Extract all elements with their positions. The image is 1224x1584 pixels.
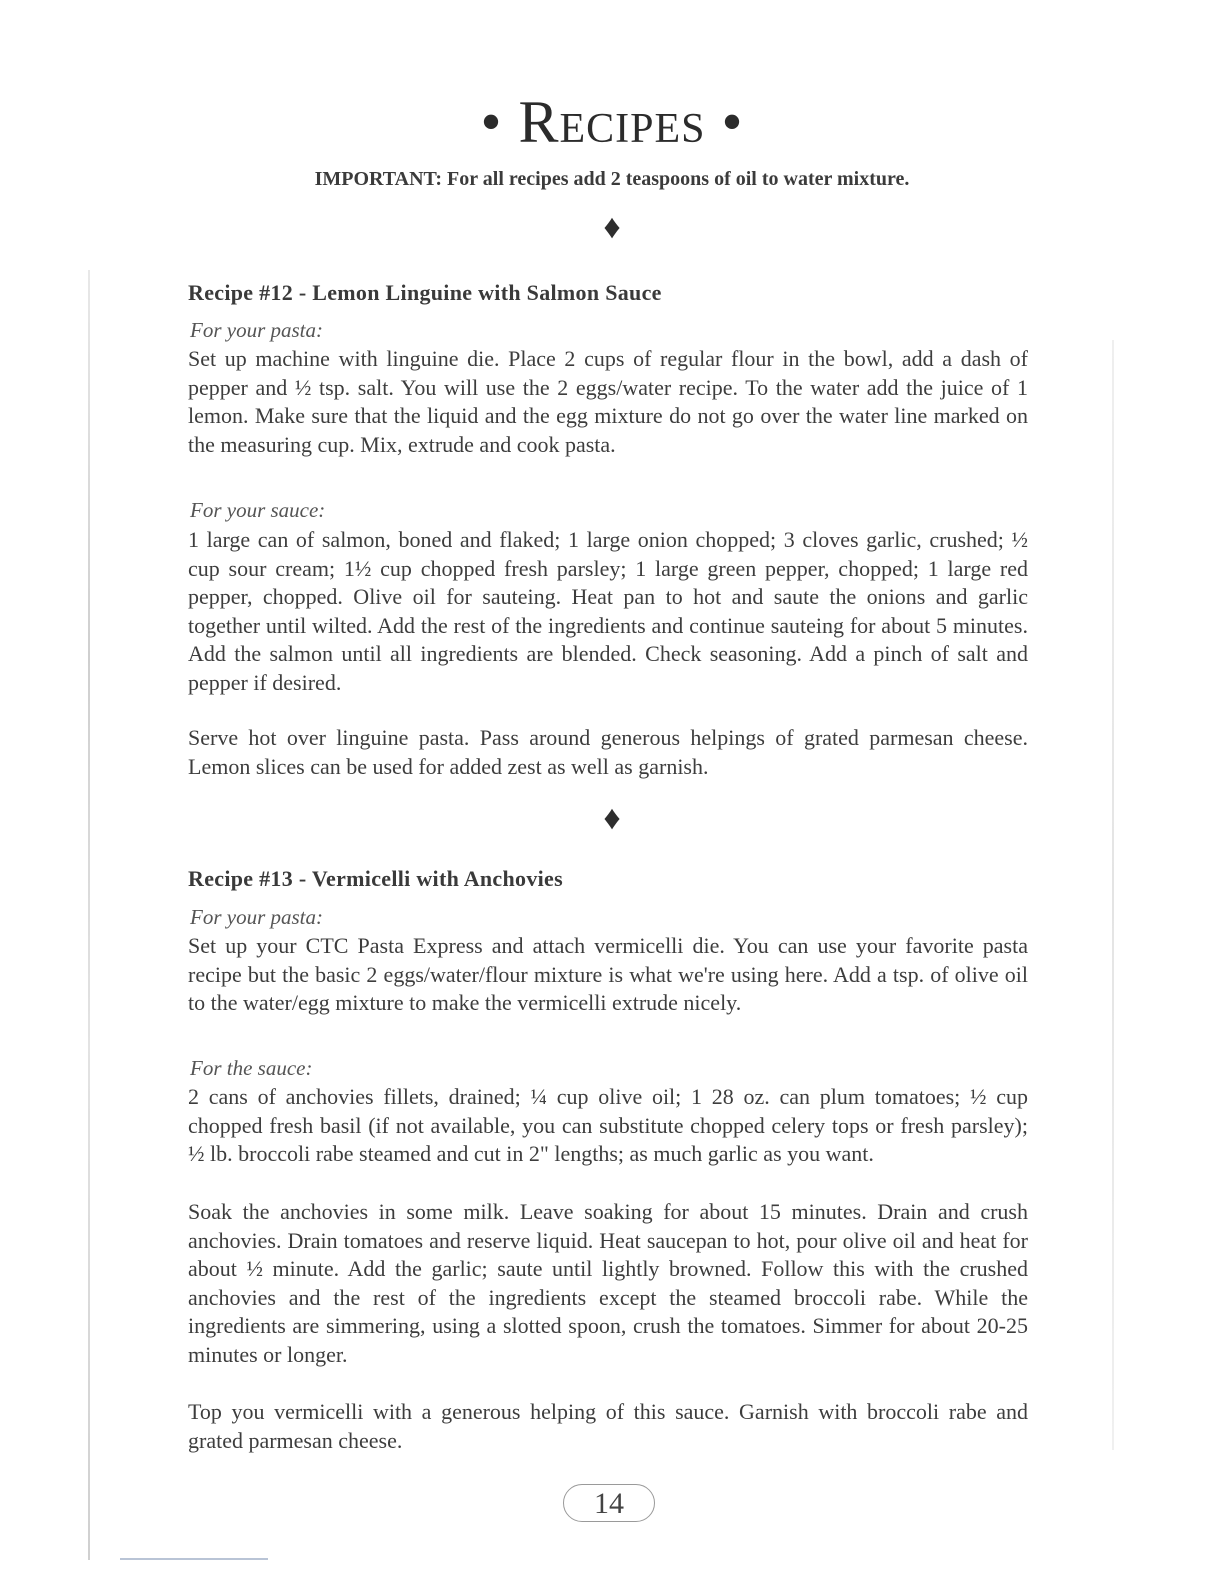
important-note: [0, 168, 1224, 191]
scan-edge-bottom: [120, 1558, 268, 1560]
recipe-12-pasta-label: For your pasta:: [190, 318, 323, 342]
recipe-12-title: Recipe #12 - Lemon Linguine with Salmon Sauce: [188, 280, 662, 305]
important-label: IMPORTANT:: [314, 168, 443, 190]
recipe-12-sauce-label: For your sauce:: [190, 498, 326, 522]
recipe-13-sauce-text: 2 cans of anchovies fillets, drained; ¼ cup olive oil; 1 28 oz. can plum tomatoes; ½ cup chopped fresh basil (if not available, you can substitute chopped celery tops or fresh parsley); ½ lb. broccoli rabe steamed and cut in 2" lengths; as much garlic as you want.: [188, 1084, 1028, 1167]
recipe-13-pasta-text: Set up your CTC Pasta Express and attach vermicelli die. You can use your favorite pasta recipe but the basic 2 eggs/water/flour mixture is what we're using here. Add a tsp. of olive oil to the water/egg mixture to make the vermicelli extrude nicely.: [188, 933, 1028, 1016]
diamond-separator-icon: ♦: [603, 800, 621, 837]
scan-edge-right: [1112, 340, 1114, 1450]
recipe-12-serve-text: Serve hot over linguine pasta. Pass around generous helpings of grated parmesan cheese. Lemon slices can be used for added zest as well as garnish.: [188, 725, 1028, 779]
recipe-13-sauce-label: For the sauce:: [190, 1056, 313, 1080]
recipe-13-method-text: Soak the anchovies in some milk. Leave soaking for about 15 minutes. Drain and crush anchovies. Drain tomatoes and reserve liquid. Heat saucepan to hot, pour olive oil and heat for about ½ minute. Add the garlic; saute until lightly browned. Follow this with the crushed anchovies and the rest of the ingredients except the steamed broccoli rabe. While the ingredients are simmering, using a slotted spoon, crush the tomatoes. Simmer for about 20-25 minutes or longer.: [188, 1199, 1028, 1367]
recipe-13-pasta-label: For your pasta:: [190, 905, 323, 929]
page-title: • Recipes •: [480, 89, 744, 155]
recipe-12-pasta-text: Set up machine with linguine die. Place 2 cups of regular flour in the bowl, add a dash of pepper and ½ tsp. salt. You will use the 2 eggs/water recipe. To the water add the juice of 1 lemon. Make sure that the liquid and the egg mixture do not go over the water line marked on the measuring cup. Mix, extrude and cook pasta.: [188, 346, 1028, 457]
recipe-12-sauce-text: 1 large can of salmon, boned and flaked; 1 large onion chopped; 3 cloves garlic, crushed; ½ cup sour cream; 1½ cup chopped fresh parsley; 1 large green pepper, chopped; 1 large red pepper, chopped. Olive oil for sauteing. Heat pan to hot and saute the onions and garlic together until wilted. Add the rest of the ingredients and continue sauteing for about 5 minutes. Add the salmon until all ingredients are blended. Check seasoning. Add a pinch of salt and pepper if desired.: [188, 527, 1028, 695]
diamond-separator-icon: ♦: [603, 209, 621, 246]
recipe-13-serve-text: Top you vermicelli with a generous helping of this sauce. Garnish with broccoli rabe and grated parmesan cheese.: [188, 1399, 1028, 1453]
scan-edge-left: [88, 270, 90, 1560]
important-text: For all recipes add 2 teaspoons of oil to water mixture.: [447, 168, 910, 190]
recipe-13-title: Recipe #13 - Vermicelli with Anchovies: [188, 866, 563, 891]
page-number: 14: [563, 1484, 655, 1522]
